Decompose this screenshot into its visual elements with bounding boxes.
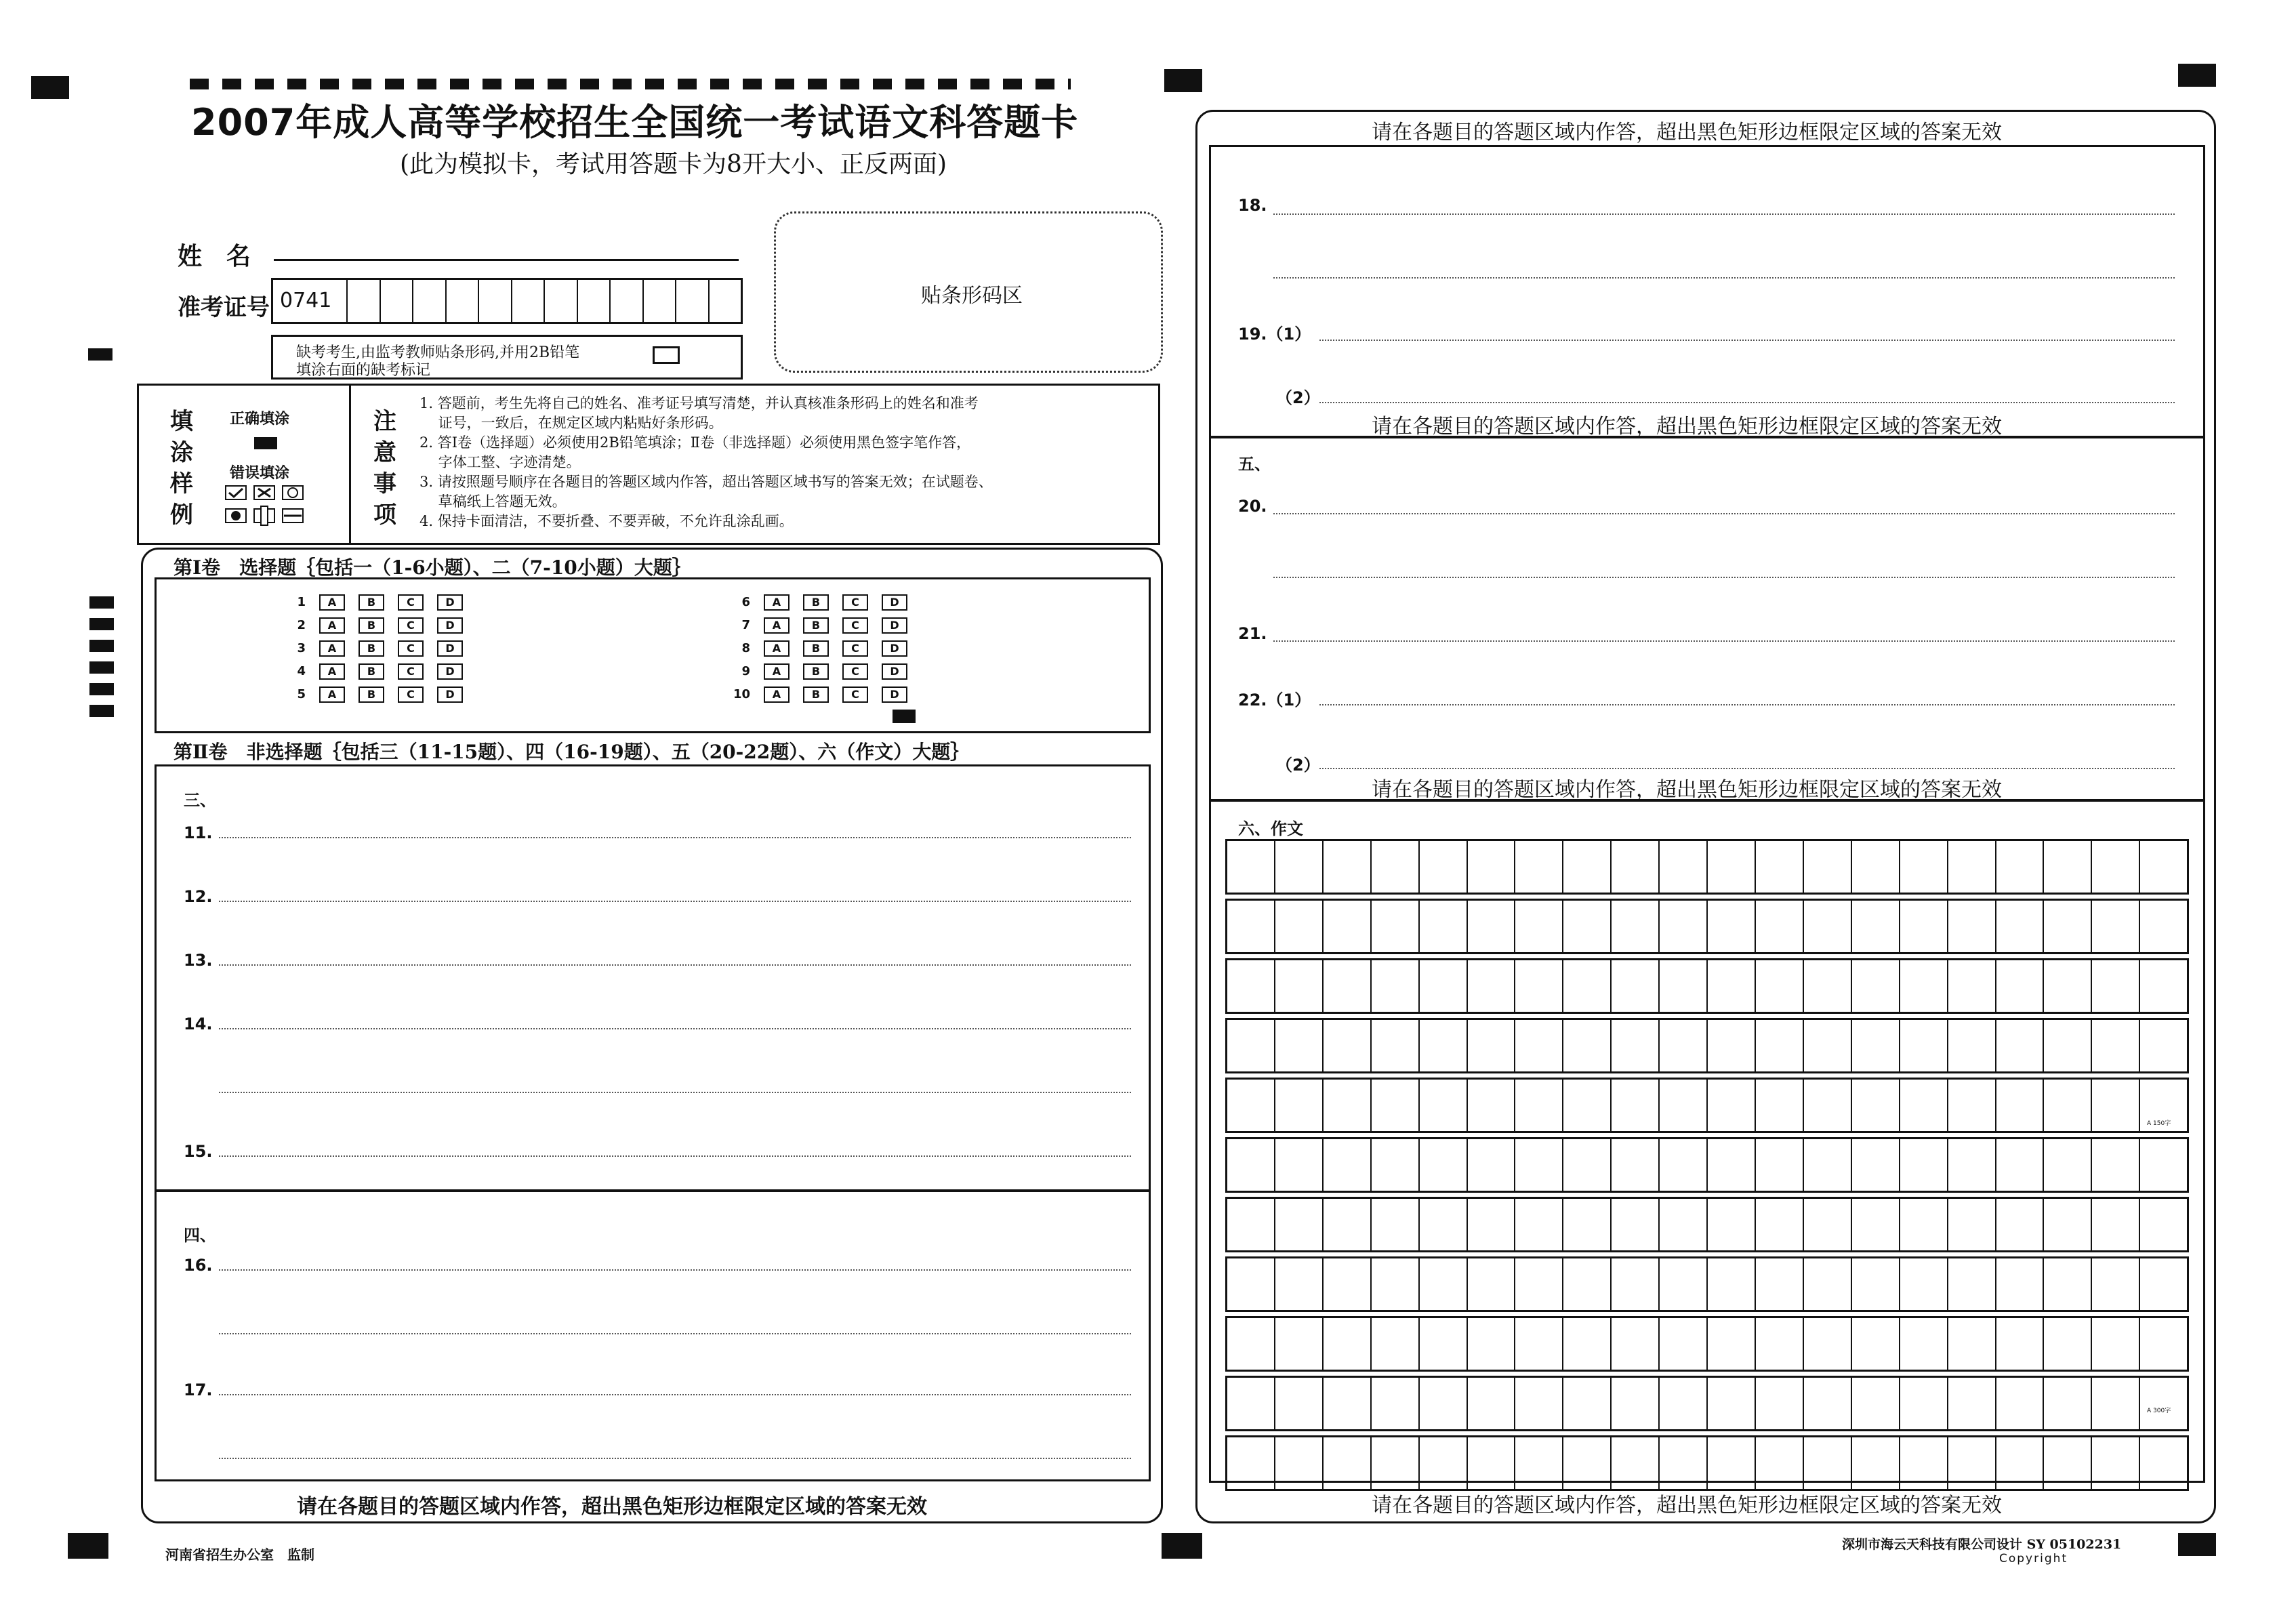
footer-left: 河南省招生办公室 监制 bbox=[165, 1546, 314, 1563]
q22-2-label: （2） bbox=[1276, 756, 1320, 775]
q12-label: 12. bbox=[184, 887, 213, 906]
section3-box bbox=[155, 764, 1151, 1191]
right-warning-bottom: 请在各题目的答题区域内作答，超出黑色矩形边框限定区域的答案无效 bbox=[1372, 1494, 2002, 1517]
choice-area bbox=[155, 577, 1151, 733]
right-warning-2: 请在各题目的答题区域内作答，超出黑色矩形边框限定区域的答案无效 bbox=[1372, 415, 2002, 438]
instructions-box bbox=[137, 384, 1160, 545]
corner-mark bbox=[2178, 1533, 2216, 1556]
grid-row[interactable] bbox=[1225, 1435, 2189, 1491]
grid-row[interactable] bbox=[1225, 1256, 2189, 1312]
q14-label: 14. bbox=[184, 1015, 213, 1033]
timing-mark bbox=[89, 596, 114, 609]
name-field[interactable] bbox=[274, 259, 739, 261]
choice-row[interactable]: 10 A B C D bbox=[730, 686, 921, 703]
q11-label: 11. bbox=[184, 823, 213, 842]
section3-label: 三、 bbox=[184, 791, 216, 810]
q21-label: 21. bbox=[1238, 624, 1267, 643]
q19-1-label: 19.（1） bbox=[1238, 325, 1311, 344]
wrong-fill-icons bbox=[223, 483, 318, 531]
q19-1-answer-line[interactable] bbox=[1319, 340, 2175, 341]
q20-answer-line-2[interactable] bbox=[1273, 577, 2175, 578]
corner-mark bbox=[68, 1533, 108, 1559]
wrong-fill-samples bbox=[223, 483, 318, 533]
choice-row[interactable]: 7 A B C D bbox=[730, 617, 921, 634]
q16-answer-line-2[interactable] bbox=[219, 1333, 1131, 1334]
choice-row[interactable]: 5 A B C D bbox=[285, 686, 476, 703]
grid-row[interactable] bbox=[1225, 1197, 2189, 1252]
grid-row[interactable] bbox=[1225, 899, 2189, 954]
section4-label: 四、 bbox=[184, 1226, 216, 1245]
q22-1-label: 22.（1） bbox=[1238, 691, 1311, 710]
notice-vertical-label: 注 意 事 项 bbox=[373, 408, 396, 529]
q11-answer-line[interactable] bbox=[219, 837, 1131, 838]
section5-box bbox=[1209, 436, 2205, 801]
corner-mark bbox=[2178, 64, 2216, 87]
q16-answer-line[interactable] bbox=[219, 1269, 1131, 1271]
choice-row[interactable]: 1 A B C D bbox=[285, 594, 476, 611]
timing-mark bbox=[89, 683, 114, 695]
q21-answer-line[interactable] bbox=[1273, 640, 2175, 642]
name-label: 姓 名 bbox=[178, 242, 251, 270]
corner-mark bbox=[1162, 1533, 1202, 1559]
grid-row[interactable] bbox=[1225, 1078, 2189, 1133]
left-warning: 请在各题目的答题区域内作答，超出黑色矩形边框限定区域的答案无效 bbox=[297, 1495, 927, 1519]
page-title: 2007年成人高等学校招生全国统一考试语文科答题卡 bbox=[191, 101, 1079, 144]
choice-row[interactable]: 8 A B C D bbox=[730, 640, 921, 657]
q18-answer-line[interactable] bbox=[1273, 213, 2175, 215]
section4-box bbox=[155, 1190, 1151, 1481]
notice-line: 2. 答Ⅰ卷（选择题）必须使用2B铅笔填涂；Ⅱ卷（非选择题）必须使用黑色签字笔作答， bbox=[419, 434, 971, 451]
q20-answer-line[interactable] bbox=[1273, 513, 2175, 514]
q18-answer-line-2[interactable] bbox=[1273, 277, 2175, 279]
exam-no-field[interactable] bbox=[271, 278, 743, 324]
q19-2-answer-line[interactable] bbox=[1319, 402, 2175, 403]
q15-label: 15. bbox=[184, 1142, 213, 1161]
q22-2-answer-line[interactable] bbox=[1319, 768, 2175, 769]
section5-label: 五、 bbox=[1238, 455, 1271, 474]
notice-line: 1. 答题前，考生先将自己的姓名、准考证号填写清楚，并认真核准条形码上的姓名和准考 bbox=[419, 395, 979, 411]
footer-right: 深圳市海云天科技有限公司设计 SY 05102231 bbox=[1842, 1537, 2122, 1552]
barcode-area bbox=[774, 211, 1163, 373]
q17-answer-line[interactable] bbox=[219, 1394, 1131, 1395]
sample-vertical-label: 填 涂 样 例 bbox=[170, 408, 193, 529]
q14-answer-line[interactable] bbox=[219, 1028, 1131, 1029]
notice-line: 3. 请按照题号顺序在各题目的答题区域内作答，超出答题区域书写的答案无效；在试题卷、 bbox=[419, 474, 993, 490]
q14-answer-line-2[interactable] bbox=[219, 1092, 1131, 1093]
choice-timing-mark bbox=[893, 710, 916, 723]
q13-answer-line[interactable] bbox=[219, 964, 1131, 966]
section-18-19-box bbox=[1209, 145, 2205, 438]
part2-title: 第Ⅱ卷 非选择题｛包括三（11-15题）、四（16-19题）、五（20-22题）、六（作文）大题｝ bbox=[173, 741, 970, 763]
grid-row[interactable] bbox=[1225, 1018, 2189, 1073]
choice-row[interactable]: 9 A B C D bbox=[730, 663, 921, 680]
barcode-label: 贴条形码区 bbox=[921, 284, 1023, 308]
footer-copyright: Copyright bbox=[1999, 1552, 2068, 1565]
section6-label: 六、作文 bbox=[1238, 819, 1303, 838]
grid-row[interactable] bbox=[1225, 958, 2189, 1014]
q16-label: 16. bbox=[184, 1256, 213, 1275]
grid-count-150: A 150字 bbox=[2147, 1120, 2171, 1127]
corner-mark bbox=[1164, 69, 1202, 92]
grid-row[interactable] bbox=[1225, 1376, 2189, 1431]
correct-fill-label: 正确填涂 bbox=[230, 410, 290, 428]
absent-note-2: 填涂右面的缺考标记 bbox=[296, 362, 431, 379]
corner-mark bbox=[31, 76, 69, 99]
timing-mark bbox=[88, 348, 112, 361]
timing-mark bbox=[89, 618, 114, 630]
grid-row[interactable] bbox=[1225, 1316, 2189, 1372]
composition-grid[interactable] bbox=[1225, 839, 2189, 1491]
q15-answer-line[interactable] bbox=[219, 1155, 1131, 1157]
absent-note-1: 缺考考生,由监考教师贴条形码,并用2B铅笔 bbox=[296, 344, 580, 361]
timing-mark bbox=[89, 661, 114, 674]
part1-title: 第Ⅰ卷 选择题｛包括一（1-6小题）、二（7-10小题）大题｝ bbox=[173, 556, 691, 579]
absent-box bbox=[271, 335, 743, 380]
choice-row[interactable]: 6 A B C D bbox=[730, 594, 921, 611]
grid-row[interactable] bbox=[1225, 1137, 2189, 1193]
notice-line: 字体工整、字迹清楚。 bbox=[419, 454, 581, 470]
q13-label: 13. bbox=[184, 951, 213, 970]
q19-2-label: （2） bbox=[1276, 388, 1320, 407]
timing-mark bbox=[89, 640, 114, 652]
absent-mark-checkbox[interactable] bbox=[653, 346, 680, 364]
choice-row[interactable]: 2 A B C D bbox=[285, 617, 476, 634]
q22-1-answer-line[interactable] bbox=[1319, 704, 2175, 705]
q18-label: 18. bbox=[1238, 196, 1267, 215]
right-warning-top: 请在各题目的答题区域内作答，超出黑色矩形边框限定区域的答案无效 bbox=[1372, 121, 2002, 144]
correct-fill-sample bbox=[254, 437, 277, 449]
notice-line: 4. 保持卡面清洁，不要折叠、不要弄破，不允许乱涂乱画。 bbox=[419, 513, 794, 529]
right-warning-3: 请在各题目的答题区域内作答，超出黑色矩形边框限定区域的答案无效 bbox=[1372, 778, 2002, 802]
grid-row[interactable] bbox=[1225, 839, 2189, 895]
q12-answer-line[interactable] bbox=[219, 901, 1131, 902]
notice-line: 草稿纸上答题无效。 bbox=[419, 493, 567, 510]
page-subtitle: (此为模拟卡，考试用答题卡为8开大小、正反两面) bbox=[400, 150, 947, 178]
choice-row[interactable]: 3 A B C D bbox=[285, 640, 476, 657]
exam-no-label: 准考证号 bbox=[178, 294, 270, 321]
notice-list bbox=[419, 394, 993, 531]
notice-line: 证号，一致后，在规定区域内粘贴好条形码。 bbox=[419, 415, 723, 431]
timing-mark bbox=[89, 705, 114, 717]
top-dash-track bbox=[190, 79, 1071, 89]
q17-label: 17. bbox=[184, 1380, 213, 1399]
exam-no-prefix: 0741 bbox=[273, 280, 348, 322]
choice-row[interactable]: 4 A B C D bbox=[285, 663, 476, 680]
wrong-fill-label: 错误填涂 bbox=[230, 464, 290, 482]
q17-answer-line-2[interactable] bbox=[219, 1458, 1131, 1459]
q20-label: 20. bbox=[1238, 497, 1267, 516]
grid-count-300: A 300字 bbox=[2147, 1408, 2171, 1414]
exam-no-digit-cells bbox=[348, 280, 741, 322]
